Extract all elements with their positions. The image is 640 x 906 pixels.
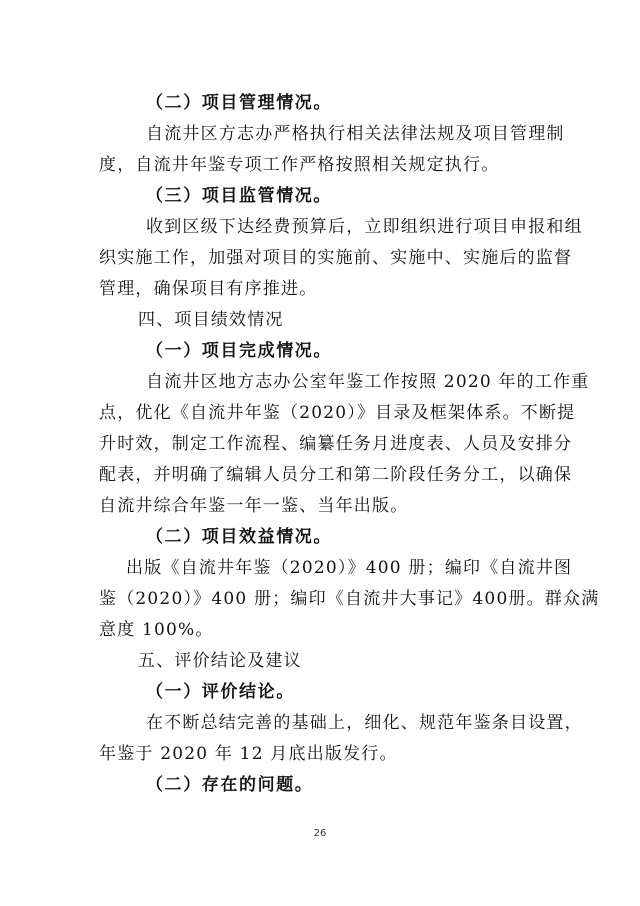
paragraph-line: 配表，并明确了编辑人员分工和第二阶段任务分工，以确保 [99,465,573,485]
paragraph-line: 意度 100%。 [99,620,214,640]
paragraph-line: 在不断总结完善的基础上，细化、规范年鉴条目设置， [146,713,583,733]
section-heading-performance: 四、项目绩效情况 [138,310,284,330]
heading-evaluation-conclusion: （一）评价结论。 [146,682,295,702]
heading-project-management: （二）项目管理情况。 [146,93,332,113]
paragraph-line: 出版《自流井年鉴（2020）》400 册；编印《自流井图 [126,558,573,578]
paragraph-line: 自流井区方志办严格执行相关法律法规及项目管理制 [146,124,565,144]
paragraph-line: 年鉴于 2020 年 12 月底出版发行。 [99,744,398,764]
paragraph-line: 管理，确保项目有序推进。 [99,279,318,299]
section-heading-conclusion: 五、评价结论及建议 [138,651,302,671]
heading-project-supervision: （三）项目监管情况。 [146,186,332,206]
heading-existing-problems: （二）存在的问题。 [146,775,314,795]
paragraph-line: 点，优化《自流井年鉴（2020）》目录及框架体系。不断提 [99,403,576,423]
paragraph-line: 织实施工作，加强对项目的实施前、实施中、实施后的监督 [99,248,573,268]
heading-project-benefits: （二）项目效益情况。 [146,527,332,547]
paragraph-line: 自流井区地方志办公室年鉴工作按照 2020 年的工作重 [146,372,590,392]
paragraph-line: 收到区级下达经费预算后，立即组织进行项目申报和组 [146,217,583,237]
heading-project-completion: （一）项目完成情况。 [146,341,332,361]
paragraph-line: 升时效，制定工作流程、编纂任务月进度表、人员及安排分 [99,434,573,454]
paragraph-line: 自流井综合年鉴一年一鉴、当年出版。 [99,496,409,516]
paragraph-line: 度，自流井年鉴专项工作严格按照相关规定执行。 [99,155,500,175]
page-number: 26 [313,828,327,839]
paragraph-line: 鉴（2020）》400 册；编印《自流井大事记》400册。群众满 [99,589,600,609]
